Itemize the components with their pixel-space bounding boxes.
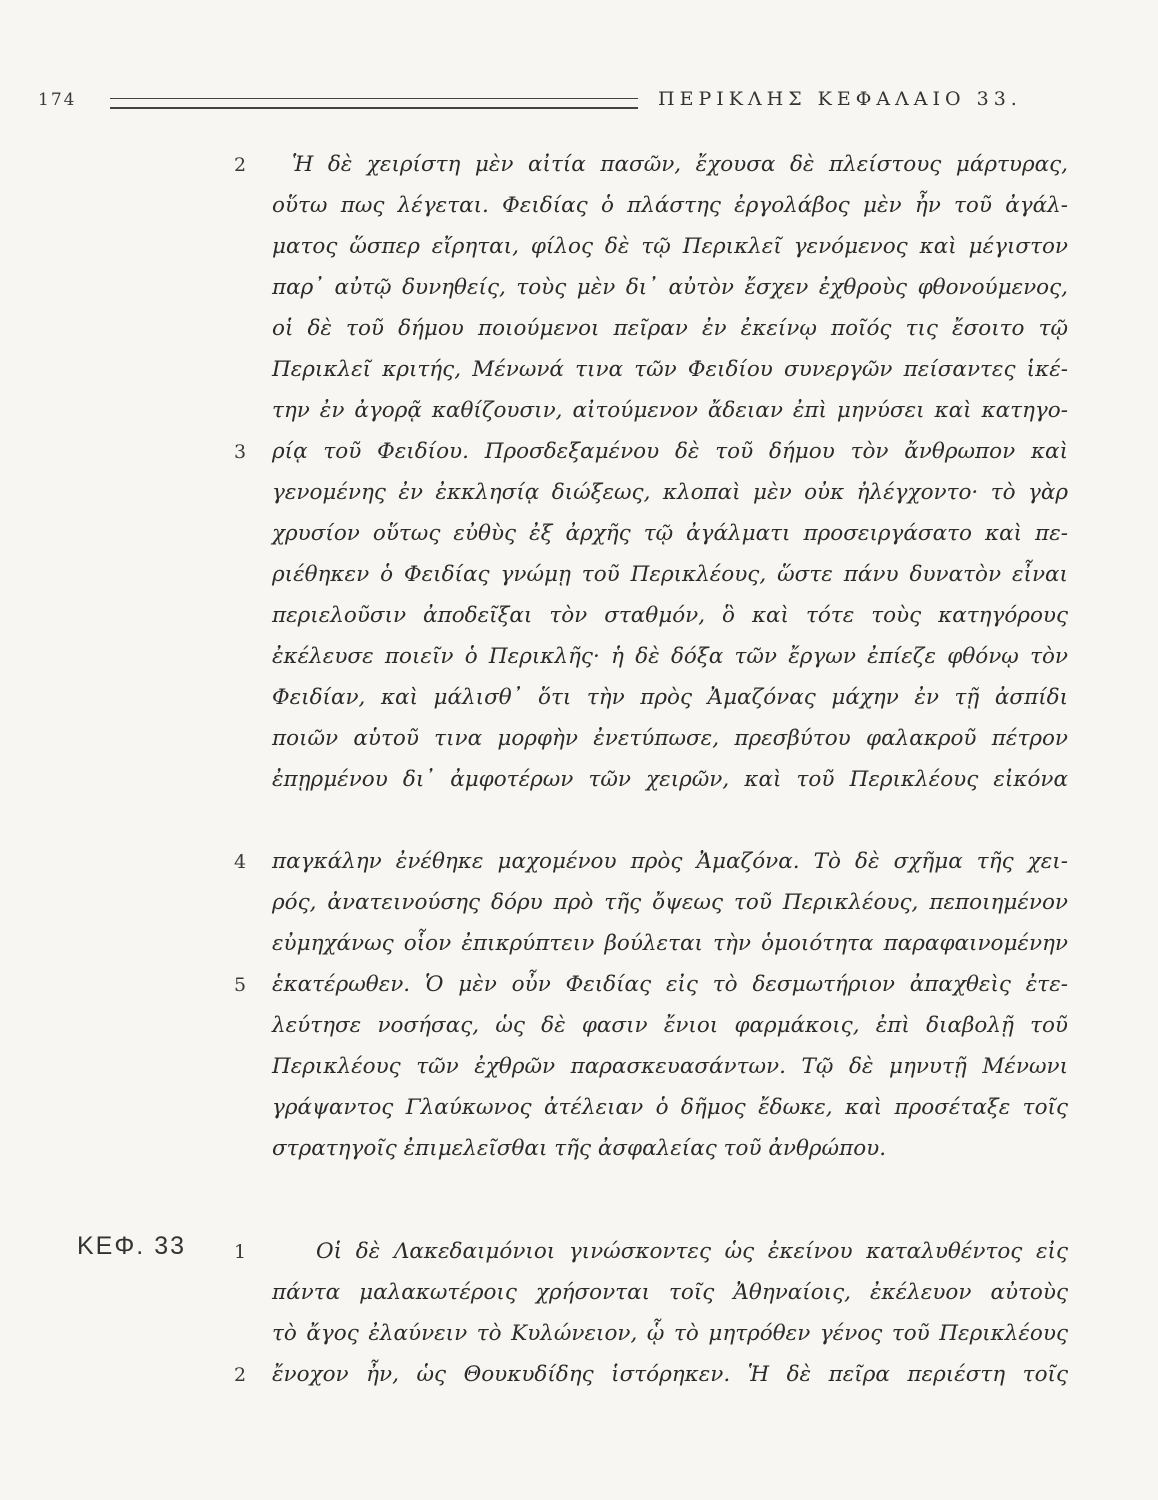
text-line: παγκάλην ἐνέθηκε μαχομένου πρὸς Ἀμαζόνα. Τὸ δὲ σχῆμα τῆς χει- bbox=[272, 849, 1068, 874]
text-line: ἐκέλευσε ποιεῖν ὁ Περικλῆς· ἡ δὲ δόξα τῶν ἔργων ἐπίεζε φθόνῳ τὸν bbox=[272, 644, 1068, 669]
text-line: οὕτω πως λέγεται. Φειδίας ὁ πλάστης ἐργολάβος μὲν ἦν τοῦ ἀγάλ- bbox=[272, 193, 1068, 218]
running-title: ΠΕΡΙΚΛΗΣ ΚΕΦΑΛΑΙΟ 33. bbox=[658, 88, 1022, 110]
text-line: γενομένης ἐν ἐκκλησίᾳ διώξεως, κλοπαὶ μὲν οὐκ ἠλέγχοντο· τὸ γὰρ bbox=[272, 480, 1068, 505]
section-marker: 1 bbox=[234, 1241, 247, 1263]
text-line: Περικλεῖ κριτής, Μένωνά τινα τῶν Φειδίου συνεργῶν πείσαντες ἱκέ- bbox=[272, 357, 1068, 382]
text-line: οἱ δὲ τοῦ δήμου ποιούμενοι πεῖραν ἐν ἐκείνῳ ποῖός τις ἔσοιτο τῷ bbox=[272, 316, 1068, 341]
text-line: ποιῶν αὑτοῦ τινα μορφὴν ἐνετύπωσε, πρεσβύτου φαλακροῦ πέτρον bbox=[272, 726, 1068, 751]
text-line: ρίᾳ τοῦ Φειδίου. Προσδεξαμένου δὲ τοῦ δήμου τὸν ἄνθρωπον καὶ bbox=[272, 439, 1068, 464]
text-line: ἔνοχον ἦν, ὡς Θουκυδίδης ἱστόρηκεν. Ἡ δὲ πεῖρα περιέστη τοῖς bbox=[272, 1362, 1068, 1387]
text-line: παρ᾽ αὐτῷ δυνηθείς, τοὺς μὲν δι᾽ αὐτὸν ἔσχεν ἐχθροὺς φθονούμενος, bbox=[272, 275, 1068, 300]
header-rule bbox=[110, 98, 638, 109]
text-line: Περικλέους τῶν ἐχθρῶν παρασκευασάντων. Τῷ δὲ μηνυτῇ Μένωνι bbox=[272, 1054, 1068, 1079]
text-line: εὐμηχάνως οἷον ἐπικρύπτειν βούλεται τὴν ὁμοιότητα παραφαινομένην bbox=[272, 931, 1068, 956]
text-line: πάντα μαλακωτέροις χρήσονται τοῖς Ἀθηναίοις, ἐκέλευον αὐτοὺς bbox=[272, 1280, 1068, 1305]
chapter-label: ΚΕΦ. 33 bbox=[77, 1232, 186, 1260]
section-marker: 2 bbox=[234, 1364, 247, 1386]
section-marker: 2 bbox=[234, 154, 247, 176]
text-line: στρατηγοῖς ἐπιμελεῖσθαι τῆς ἀσφαλείας τοῦ ἀνθρώπου. bbox=[272, 1136, 887, 1161]
running-header bbox=[38, 86, 1078, 116]
text-line: γράψαντος Γλαύκωνος ἀτέλειαν ὁ δῆμος ἔδωκε, καὶ προσέταξε τοῖς bbox=[272, 1095, 1068, 1120]
section-marker: 4 bbox=[234, 851, 247, 873]
page-number: 174 bbox=[38, 90, 77, 110]
text-line: Οἱ δὲ Λακεδαιμόνιοι γινώσκοντες ὡς ἐκείνου καταλυθέντος εἰς bbox=[316, 1239, 1068, 1264]
text-line: την ἐν ἀγορᾷ καθίζουσιν, αἰτούμενον ἄδειαν ἐπὶ μηνύσει καὶ κατηγο- bbox=[272, 398, 1068, 423]
text-line: λεύτησε νοσήσας, ὡς δὲ φασιν ἔνιοι φαρμάκοις, ἐπὶ διαβολῇ τοῦ bbox=[272, 1013, 1068, 1038]
text-line: Ἡ δὲ χειρίστη μὲν αἰτία πασῶν, ἔχουσα δὲ πλείστους μάρτυρας, bbox=[292, 152, 1068, 177]
section-marker: 5 bbox=[234, 974, 247, 996]
text-line: ἐπῃρμένου δι᾽ ἀμφοτέρων τῶν χειρῶν, καὶ τοῦ Περικλέους εἰκόνα bbox=[272, 767, 1068, 792]
text-line: ριέθηκεν ὁ Φειδίας γνώμῃ τοῦ Περικλέους, ὥστε πάνυ δυνατὸν εἶναι bbox=[272, 562, 1068, 587]
text-line: ρός, ἀνατεινούσης δόρυ πρὸ τῆς ὄψεως τοῦ Περικλέους, πεποιημένον bbox=[272, 890, 1068, 915]
section-marker: 3 bbox=[234, 441, 247, 463]
text-line: ἑκατέρωθεν. Ὁ μὲν οὖν Φειδίας εἰς τὸ δεσμωτήριον ἀπαχθεὶς ἐτε- bbox=[272, 972, 1068, 997]
text-line: χρυσίον οὕτως εὐθὺς ἐξ ἀρχῆς τῷ ἀγάλματι προσειργάσατο καὶ πε- bbox=[272, 521, 1068, 546]
text-line: τὸ ἄγος ἐλαύνειν τὸ Κυλώνειον, ᾧ τὸ μητρόθεν γένος τοῦ Περικλέους bbox=[272, 1321, 1068, 1346]
text-line: Φειδίαν, καὶ μάλισθ᾽ ὅτι τὴν πρὸς Ἀμαζόνας μάχην ἐν τῇ ἀσπίδι bbox=[272, 685, 1068, 710]
text-line: ματος ὥσπερ εἴρηται, φίλος δὲ τῷ Περικλεῖ γενόμενος καὶ μέγιστον bbox=[272, 234, 1068, 259]
text-line: περιελοῦσιν ἀποδεῖξαι τὸν σταθμόν, ὃ καὶ τότε τοὺς κατηγόρους bbox=[272, 603, 1068, 628]
